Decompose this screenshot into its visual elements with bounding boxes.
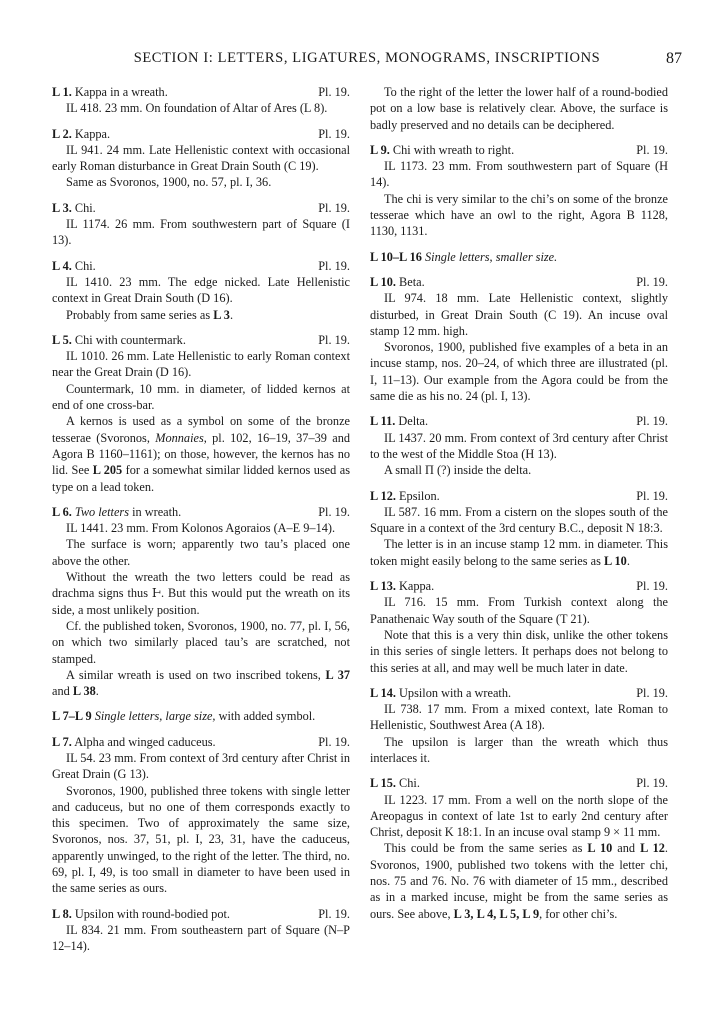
entry-text: Svoronos, 1900, published three tokens with single letter and caduceus, but no one of them corresponds exactly to this specimen. Two of approximately the same size, Svoronos, nos. 37, 51, pl. I, 23, 31, have the caduceus, apparently unwinged, to the right of the letter. The third, no. 69, pl. I, 49, is too small in diameter to have been used in the same series as ours. <box>52 783 350 896</box>
entry-id: L 8. <box>52 906 72 921</box>
entry-heading <box>370 142 668 158</box>
entry-text: ΙL 1410. 23 mm. The edge nicked. Late Hellenistic context in Great Drain South (D 16). <box>52 274 350 306</box>
entry-text <box>52 667 350 700</box>
cross-ref: L 10 <box>587 841 613 856</box>
plate-ref: Pl. 19. <box>318 332 350 347</box>
entry-text: Note that this is a very thin disk, unlike the other tokens in this series of single letters. It perhaps does not belong to this series at all, and may well be much later in date. <box>370 627 668 675</box>
plate-ref: Pl. 19. <box>318 906 350 921</box>
cross-ref: L 205 <box>92 463 123 478</box>
entry-title: Chi with countermark. <box>74 332 186 347</box>
text-run: , for other chi’s. <box>539 906 618 921</box>
left-column <box>52 84 350 964</box>
entry-text: ΙL 54. 23 mm. From context of 3rd century after Christ in Great Drain (G 13). <box>52 750 350 782</box>
text-run: A similar wreath is used on two inscribed tokens, <box>66 667 326 682</box>
entry-l7 <box>52 734 350 897</box>
entry-id: L 1. <box>52 85 72 99</box>
running-head: SECTION I: LETTERS, LIGATURES, MONOGRAMS, INSCRIPTIONS <box>133 50 601 66</box>
entry-text: The surface is worn; apparently two tau’s placed one above the other. <box>52 537 350 568</box>
entry-text: ΙL 834. 21 mm. From southeastern part of Square (N–P 12–14). <box>52 922 350 954</box>
plate-ref: Pl. 19. <box>318 734 350 749</box>
entry-title: Alpha and winged caduceus. <box>74 734 216 749</box>
plate-ref: Pl. 19. <box>636 274 668 289</box>
entry-l13 <box>370 578 668 676</box>
entry-id: L 14. <box>370 685 396 700</box>
plate-ref: Pl. 19. <box>636 776 668 791</box>
entry-text: ΙL 974. 18 mm. Late Hellenistic context, slightly disturbed, in Great Drain South (C 19). An incuse oval stamp 12 mm. high. <box>370 291 668 338</box>
text-run: The letter is in an incuse stamp 12 mm. in diameter. This token might easily belong to the same series as <box>370 537 668 568</box>
entry-l10 <box>370 274 668 404</box>
page-number: 87 <box>666 50 682 67</box>
plate-ref: Pl. 19. <box>636 488 668 503</box>
section-title-rest: with added symbol. <box>215 709 316 724</box>
entry-id: L 2. <box>52 126 72 141</box>
text-run: A kernos is used as a symbol on some of the bronze tesserae (Svoronos, <box>52 414 350 445</box>
entry-l2 <box>52 126 350 191</box>
text-run: . <box>95 684 99 699</box>
entry-text: ΙL 941. 24 mm. Late Hellenistic context with occasional early Roman disturbance in Great Drain South (C 19). <box>52 142 350 174</box>
entry-title: Beta. <box>399 274 425 289</box>
entry-heading <box>52 126 350 142</box>
entry-text: ΙL 587. 16 mm. From a cistern on the slopes south of the Square in a context of the 3rd century B.C., deposit N 18:3. <box>370 504 668 536</box>
entry-title: Delta. <box>398 414 429 429</box>
text-run: for a somewhat similar lidded kernos used as type on a lead token. <box>52 463 350 494</box>
right-column <box>370 84 668 931</box>
text-run: and <box>612 841 641 856</box>
cross-ref: L 38 <box>72 684 96 699</box>
entry-l11 <box>370 413 668 478</box>
cross-ref: L 10 <box>603 553 627 568</box>
entry-heading <box>52 734 350 750</box>
entry-heading <box>52 258 350 274</box>
plate-ref: Pl. 19. <box>636 579 668 594</box>
entry-heading <box>370 488 668 504</box>
plate-ref: Pl. 19. <box>318 504 350 519</box>
entry-heading <box>52 906 350 922</box>
section-id: L 7–L 9 <box>52 709 92 724</box>
entry-id: L 12. <box>370 488 396 503</box>
entry-heading <box>370 274 668 290</box>
entry-text: ΙL 1223. 17 mm. From a well on the north slope of the Areopagus in context of late 1st to early 2nd century after Christ, deposit K 18:1. In an incuse oval stamp 9 × 11 mm. <box>370 792 668 840</box>
entry-title: Chi. <box>74 258 96 273</box>
entry-heading <box>52 332 350 348</box>
entry-text: ΙL 1010. 26 mm. Late Hellenistic to early Roman context near the Great Drain (D 16). <box>52 349 350 380</box>
text-run: Probably from same series as <box>66 307 214 322</box>
entry-title: Kappa. <box>399 579 435 594</box>
entry-text: ΙL 716. 15 mm. From Turkish context along the Panathenaic Way south of the Square (T 21). <box>370 595 668 626</box>
entry-text: To the right of the letter the lower half of a round-bodied pot on a low base is relatively clear. Above, the surface is badly preserved and no details can be deciphered. <box>370 85 668 132</box>
entry-l15 <box>370 775 668 922</box>
entry-text: A small Π (?) inside the delta. <box>384 463 532 478</box>
section-heading <box>370 249 668 265</box>
entry-heading <box>370 685 668 701</box>
entry-text: The chi is very similar to the chi’s on some of the bronze tesserae which have an owl to the right, Agora B 1128, 1130, 1131. <box>370 191 668 239</box>
entry-text: ΙL 738. 17 mm. From a mixed context, late Roman to Hellenistic, Southwest Area (A 18). <box>370 702 668 733</box>
plate-ref: Pl. 19. <box>318 126 350 141</box>
entry-title: Two letters <box>74 504 129 519</box>
section-title: Single letters, large size, <box>94 709 216 724</box>
cited-title: Monnaies <box>155 430 204 445</box>
entry-text <box>370 536 668 569</box>
entry-text <box>52 413 350 494</box>
text-run: , pl. 102, 16–19, 37–39 and Agora B 1160–1161); on those, however, the kernos has no lid. See <box>52 430 350 478</box>
plate-ref: Pl. 19. <box>318 200 350 215</box>
plate-ref: Pl. 19. <box>636 142 668 157</box>
entry-l12 <box>370 488 668 569</box>
entry-text: Svoronos, 1900, published five examples of a beta in an incuse stamp, nos. 20–24, of which three are illustrated (pl. I, 11–13). Our example from the Agora could be from the same die as his no. 24 (pl. I, 13). <box>370 340 668 404</box>
entry-text: Same as Svoronos, 1900, no. 57, pl. I, 36. <box>66 175 272 190</box>
entry-text: Countermark, 10 mm. in diameter, of lidded kernos at end of one cross-bar. <box>52 381 350 413</box>
entry-id: L 3. <box>52 200 72 215</box>
entry-title: Chi. <box>399 776 420 791</box>
entry-id: L 10. <box>370 274 396 289</box>
entry-title: Upsilon with round-bodied pot. <box>74 906 230 921</box>
entry-title-rest: in wreath. <box>129 504 182 519</box>
entry-heading <box>370 413 668 429</box>
plate-ref: Pl. 19. <box>318 85 350 99</box>
cross-ref: L 3 <box>213 307 230 322</box>
text-run: This could be from the same series as <box>384 841 588 856</box>
cross-ref: L 3, L 4, L 5, L 9 <box>453 906 540 921</box>
entry-heading <box>370 775 668 791</box>
entry-text: ΙL 1174. 26 mm. From southwestern part of Square (I 13). <box>52 217 350 248</box>
section-title: Single letters, smaller size. <box>425 249 558 264</box>
entry-id: L 13. <box>370 579 396 594</box>
entry-id: L 11. <box>370 414 396 429</box>
entry-text <box>370 840 668 921</box>
entry-text: Cf. the published token, Svoronos, 1900, no. 77, pl. I, 56, on which two similarly placed tau’s are scratched, not stamped. <box>52 618 350 666</box>
section-heading <box>52 708 350 724</box>
page-header <box>52 50 682 72</box>
text-run: . <box>229 307 234 322</box>
entry-id: L 5. <box>52 332 72 347</box>
entry-text: ΙL 418. 23 mm. On foundation of Altar of Ares (L 8). <box>66 101 328 116</box>
text-run: . Svoronos, 1900, published two tokens with the letter chi, nos. 75 and 76. No. 76 with diameter of 15 mm., described as in a marked incuse, might be from the same series as ours. See above, <box>370 841 668 921</box>
entry-text: Without the wreath the two letters could be read as drachma signs thus Ͱ. But this would put the wreath on its side, a most unlikely position. <box>52 570 350 617</box>
entry-l14 <box>370 685 668 766</box>
section-id: L 10–L 16 <box>370 249 422 264</box>
entry-l6 <box>52 504 350 700</box>
entry-text: ΙL 1173. 23 mm. From southwestern part of Square (H 14). <box>370 159 668 190</box>
text-run: and <box>52 684 73 699</box>
entry-heading <box>370 578 668 594</box>
text-run: . <box>626 553 630 568</box>
entry-id: L 6. <box>52 504 72 519</box>
entry-id: L 15. <box>370 776 396 791</box>
entry-text: ΙL 1441. 23 mm. From Kolonos Agoraios (A–E 9–14). <box>66 521 336 536</box>
entry-id: L 7. <box>52 734 72 749</box>
cross-ref: L 12 <box>640 841 665 856</box>
entry-l8-continued <box>370 84 668 133</box>
entry-l9 <box>370 142 668 240</box>
entry-id: L 4. <box>52 258 72 273</box>
entry-title: Epsilon. <box>399 488 440 503</box>
entry-text: ΙL 1437. 20 mm. From context of 3rd century after Christ to the west of the Middle Stoa (H 13). <box>370 430 668 461</box>
entry-l4 <box>52 258 350 323</box>
entry-l8 <box>52 906 350 955</box>
entry-l3 <box>52 200 350 249</box>
entry-l1 <box>52 84 350 117</box>
entry-title: Kappa. <box>74 126 111 141</box>
entry-title: Upsilon with a wreath. <box>399 685 512 700</box>
entry-title: Chi. <box>74 200 96 215</box>
entry-heading <box>52 504 350 520</box>
entry-heading <box>52 84 350 100</box>
plate-ref: Pl. 19. <box>636 414 668 429</box>
entry-id: L 9. <box>370 142 390 157</box>
entry-text <box>52 307 350 323</box>
entry-text: The upsilon is larger than the wreath which thus interlaces it. <box>370 734 668 765</box>
entry-l5 <box>52 332 350 495</box>
entry-heading <box>52 200 350 216</box>
plate-ref: Pl. 19. <box>318 258 350 273</box>
plate-ref: Pl. 19. <box>636 685 668 700</box>
entry-title: Chi with wreath to right. <box>392 142 515 157</box>
cross-ref: L 37 <box>325 667 350 682</box>
entry-title: Kappa in a wreath. <box>74 85 168 99</box>
